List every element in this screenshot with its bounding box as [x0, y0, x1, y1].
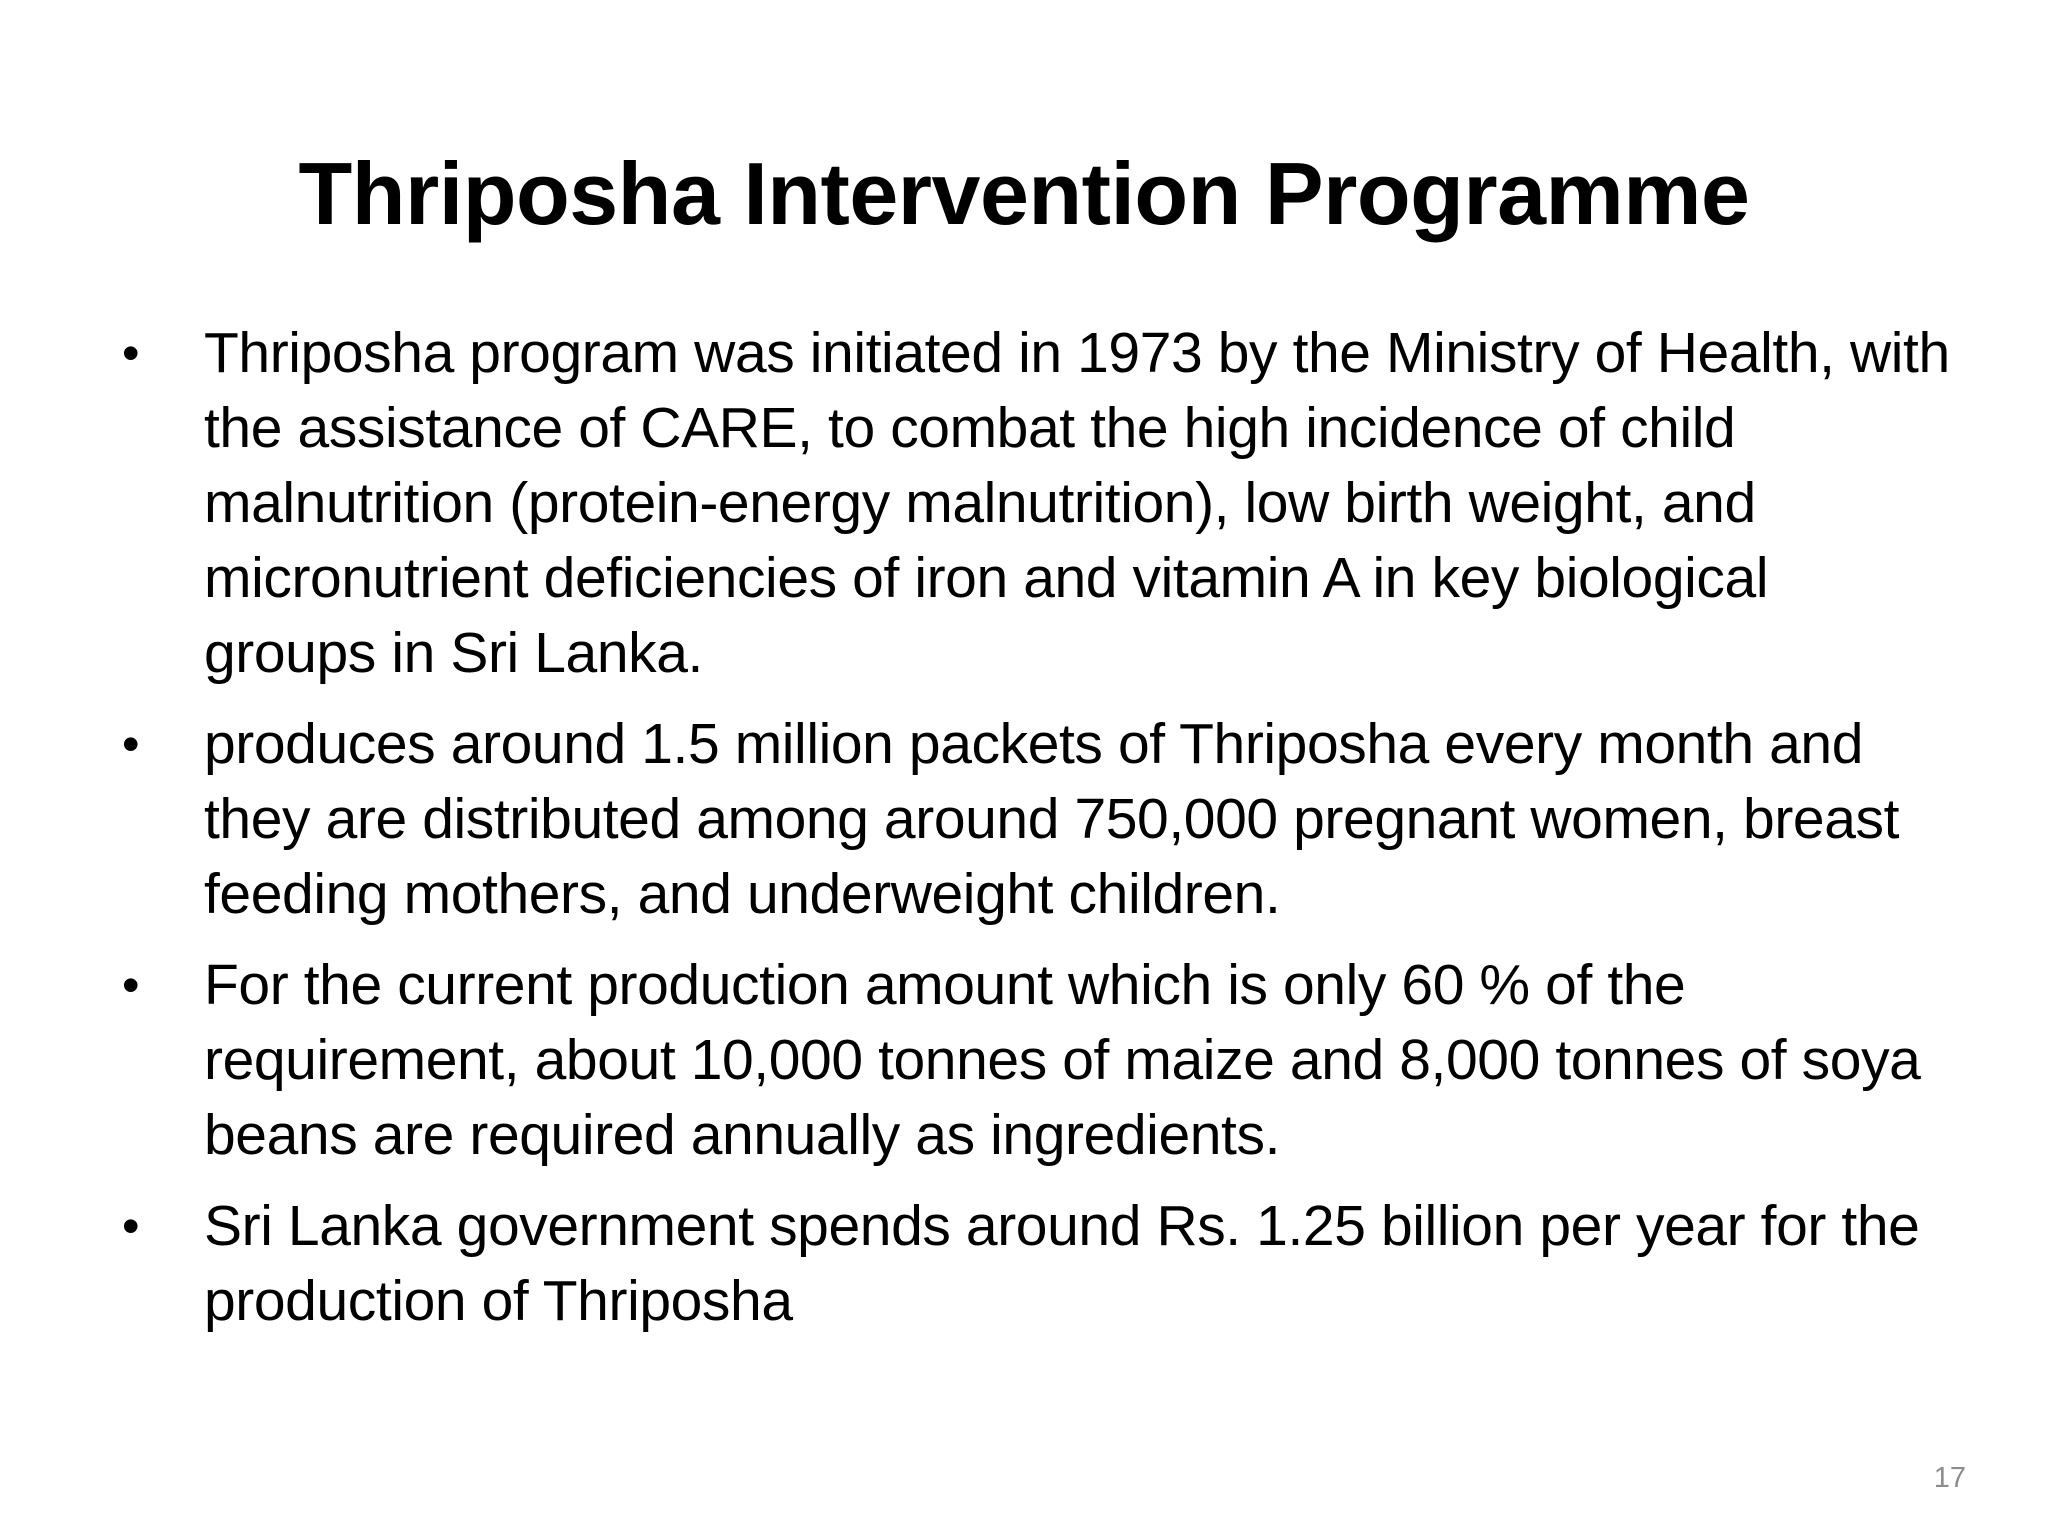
bullet-text: produces around 1.5 million packets of Thriposha every month and they are distributed among around 750,000 pregnant women, breast feeding mothers, and underweight children.: [204, 712, 1900, 926]
bullet-item-1: [122, 316, 1952, 691]
bullet-icon: •: [122, 957, 140, 1013]
bullet-text: Sri Lanka government spends around Rs. 1.25 billion per year for the production of Thriposha: [204, 1194, 1920, 1333]
bullet-item-3: [122, 948, 1952, 1173]
bullet-text: For the current production amount which is only 60 % of the requirement, about 10,000 tonnes of maize and 8,000 tonnes of soya beans are required annually as ingredients.: [204, 953, 1921, 1167]
bullet-item-4: [122, 1189, 1952, 1339]
bullet-icon: •: [122, 325, 140, 381]
slide-title: Thriposha Intervention Programme: [298, 144, 1750, 243]
bullet-icon: •: [122, 716, 140, 772]
bullet-text: Thriposha program was initiated in 1973 by the Ministry of Health, with the assistance of CARE, to combat the high incidence of child malnutrition (protein-energy malnutrition), low birth weight, and micronutrient deficiencies of iron and vitamin A in key biological groups in Sri Lanka.: [204, 321, 1950, 685]
bullet-list: [122, 316, 1952, 1355]
page-number: 17: [1933, 1462, 1966, 1494]
bullet-icon: •: [122, 1198, 140, 1254]
bullet-item-2: [122, 707, 1952, 932]
